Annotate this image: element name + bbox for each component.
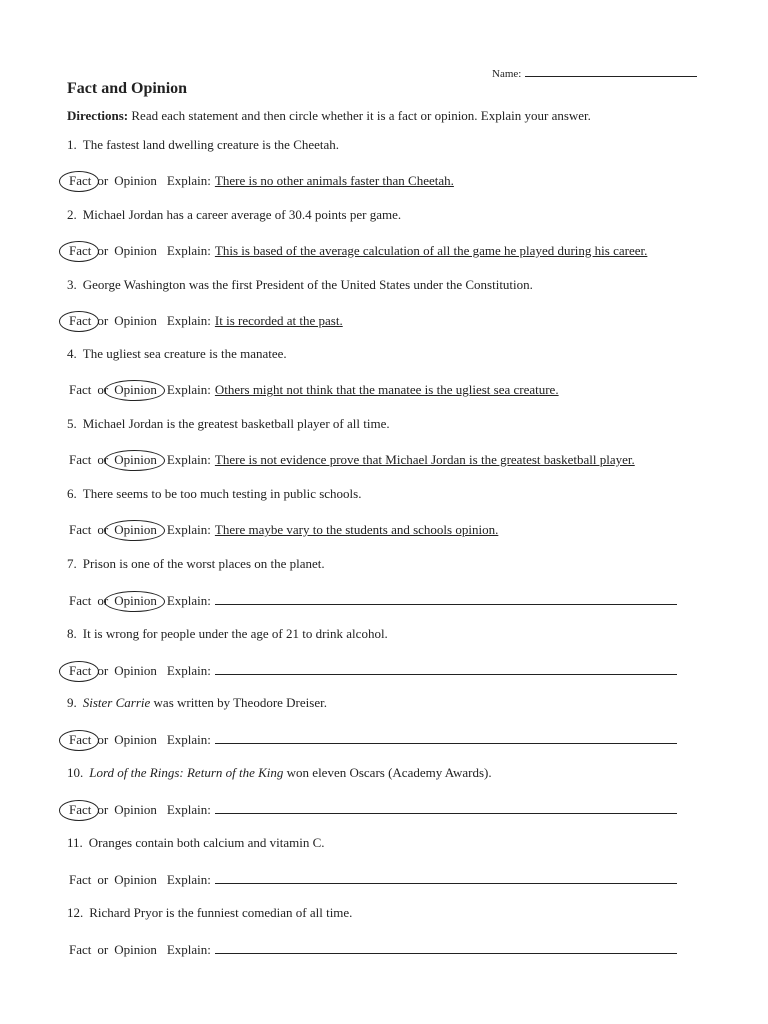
- directions-text: Read each statement and then circle whether it is a fact or opinion. Explain your answer.: [128, 108, 591, 123]
- page-title: Fact and Opinion: [67, 80, 188, 97]
- question-title-italic: Lord of the Rings: Return of the King: [89, 765, 284, 781]
- or-label: or: [97, 522, 109, 537]
- question-item: [0, 835, 768, 905]
- question-text: [67, 207, 401, 223]
- opinion-option[interactable]: Opinion: [114, 941, 157, 957]
- opinion-option[interactable]: Opinion: [114, 312, 157, 328]
- answer-row: [67, 871, 677, 888]
- question-number: 2.: [67, 206, 77, 222]
- question-statement: Michael Jordan has a career average of 30.4 points per game.: [82, 206, 402, 222]
- opinion-option[interactable]: Opinion: [114, 242, 157, 258]
- opinion-option[interactable]: Opinion: [114, 592, 157, 608]
- answer-row: [67, 731, 677, 748]
- question-statement: Michael Jordan is the greatest basketball player of all time.: [82, 416, 390, 432]
- question-number: 10.: [67, 765, 84, 781]
- question-number: 6.: [67, 486, 77, 501]
- answer-row: [67, 801, 677, 818]
- fact-option[interactable]: Fact: [69, 173, 92, 188]
- question-item: [0, 207, 768, 277]
- question-item: [0, 556, 768, 626]
- opinion-option[interactable]: Opinion: [114, 802, 157, 818]
- question-number: 11.: [67, 835, 83, 850]
- explain-label: Explain:: [166, 941, 211, 957]
- explain-label: Explain:: [166, 522, 211, 537]
- or-label: or: [97, 312, 109, 328]
- explain-answer[interactable]: Others might not think that the manatee is the ugliest sea creature.: [214, 382, 559, 398]
- question-text: [67, 137, 339, 153]
- question-item: [0, 486, 768, 556]
- answer-row: [67, 243, 647, 259]
- question-statement: Oranges contain both calcium and vitamin C.: [88, 835, 325, 850]
- question-number: 9.: [67, 695, 77, 711]
- question-number: 7.: [67, 555, 77, 571]
- fact-option[interactable]: Fact: [69, 522, 92, 537]
- question-text: [67, 905, 352, 921]
- explain-answer[interactable]: This is based of the average calculation of all the game he played during his career.: [214, 242, 648, 258]
- answer-row: [67, 522, 498, 538]
- question-text: [67, 835, 325, 851]
- explain-answer[interactable]: There is not evidence prove that Michael Jordan is the greatest basketball player.: [214, 452, 635, 468]
- question-statement: There seems to be too much testing in public schools.: [82, 486, 362, 501]
- or-label: or: [97, 662, 109, 678]
- fact-option[interactable]: Fact: [69, 802, 92, 818]
- explain-label: Explain:: [166, 662, 211, 678]
- explain-label: Explain:: [166, 242, 211, 258]
- question-statement: It is wrong for people under the age of 21 to drink alcohol.: [82, 625, 388, 641]
- question-number: 3.: [67, 276, 77, 292]
- question-statement: George Washington was the first President of the United States under the Constitution.: [82, 276, 533, 292]
- answer-row: [67, 592, 677, 609]
- question-title-italic: Sister Carrie: [82, 695, 151, 711]
- directions-label: Directions:: [67, 108, 129, 123]
- question-text: [67, 695, 327, 711]
- fact-option[interactable]: Fact: [69, 312, 92, 328]
- question-item: [0, 765, 768, 835]
- explain-blank-line[interactable]: [215, 941, 677, 954]
- answer-row: [67, 662, 677, 679]
- question-item: [0, 346, 768, 416]
- explain-label: Explain:: [166, 452, 211, 468]
- answer-row: [67, 382, 559, 398]
- question-number: 1.: [67, 137, 77, 152]
- explain-blank-line[interactable]: [215, 801, 677, 814]
- question-item: [0, 695, 768, 765]
- fact-option[interactable]: Fact: [69, 452, 92, 468]
- explain-blank-line[interactable]: [215, 871, 677, 884]
- fact-option[interactable]: Fact: [69, 662, 92, 678]
- fact-option[interactable]: Fact: [69, 242, 92, 258]
- question-item: [0, 137, 768, 207]
- explain-label: Explain:: [166, 312, 211, 328]
- explain-label: Explain:: [166, 382, 211, 398]
- or-label: or: [97, 802, 109, 818]
- or-label: or: [97, 452, 109, 468]
- question-statement: Prison is one of the worst places on the planet.: [82, 555, 325, 571]
- question-item: [0, 626, 768, 696]
- opinion-option[interactable]: Opinion: [114, 452, 157, 468]
- opinion-option[interactable]: Opinion: [114, 872, 157, 887]
- explain-blank-line[interactable]: [215, 662, 677, 675]
- name-blank-line[interactable]: [525, 64, 697, 77]
- name-label: Name:: [492, 68, 522, 80]
- opinion-option[interactable]: Opinion: [114, 522, 157, 537]
- fact-option[interactable]: Fact: [69, 732, 92, 748]
- or-label: or: [97, 173, 109, 188]
- or-label: or: [97, 872, 109, 887]
- question-number: 12.: [67, 904, 84, 920]
- explain-blank-line[interactable]: [215, 731, 677, 744]
- answer-row: [67, 173, 454, 189]
- explain-label: Explain:: [166, 732, 211, 748]
- question-item: [0, 905, 768, 975]
- or-label: or: [97, 242, 109, 258]
- question-statement: The fastest land dwelling creature is the Cheetah.: [82, 137, 340, 152]
- question-text: [67, 626, 388, 642]
- question-text: [67, 556, 325, 572]
- question-item: [0, 416, 768, 486]
- answer-row: [67, 941, 677, 958]
- question-statement: The ugliest sea creature is the manatee.: [82, 346, 287, 362]
- question-text: [67, 765, 492, 781]
- fact-option[interactable]: Fact: [69, 941, 92, 957]
- or-label: or: [97, 941, 109, 957]
- opinion-option[interactable]: Opinion: [114, 662, 157, 678]
- question-item: [0, 277, 768, 347]
- fact-option[interactable]: Fact: [69, 382, 92, 398]
- question-text: [67, 486, 361, 502]
- fact-option[interactable]: Fact: [69, 872, 92, 887]
- explain-answer[interactable]: There maybe vary to the students and schools opinion.: [214, 522, 499, 537]
- or-label: or: [97, 382, 109, 398]
- question-statement: Richard Pryor is the funniest comedian of all time.: [89, 904, 353, 920]
- question-statement-rest: was written by Theodore Dreiser.: [150, 695, 327, 711]
- or-label: or: [97, 732, 109, 748]
- or-label: or: [97, 592, 109, 608]
- question-text: [67, 416, 390, 432]
- opinion-option[interactable]: Opinion: [114, 173, 157, 188]
- question-number: 5.: [67, 416, 77, 432]
- question-number: 4.: [67, 346, 77, 362]
- opinion-option[interactable]: Opinion: [114, 382, 157, 398]
- explain-answer[interactable]: There is no other animals faster than Cheetah.: [214, 173, 454, 188]
- explain-label: Explain:: [166, 802, 211, 818]
- explain-answer[interactable]: It is recorded at the past.: [214, 312, 343, 328]
- opinion-option[interactable]: Opinion: [114, 732, 157, 748]
- question-statement-rest: won eleven Oscars (Academy Awards).: [283, 765, 492, 781]
- fact-option[interactable]: Fact: [69, 592, 92, 608]
- explain-label: Explain:: [166, 592, 211, 608]
- question-number: 8.: [67, 625, 77, 641]
- answer-row: [67, 452, 635, 468]
- answer-row: [67, 313, 343, 329]
- question-text: [67, 346, 287, 362]
- directions: [67, 108, 591, 124]
- explain-blank-line[interactable]: [215, 592, 677, 605]
- explain-label: Explain:: [166, 173, 211, 188]
- name-field: [492, 64, 697, 80]
- explain-label: Explain:: [166, 872, 211, 887]
- question-text: [67, 277, 533, 293]
